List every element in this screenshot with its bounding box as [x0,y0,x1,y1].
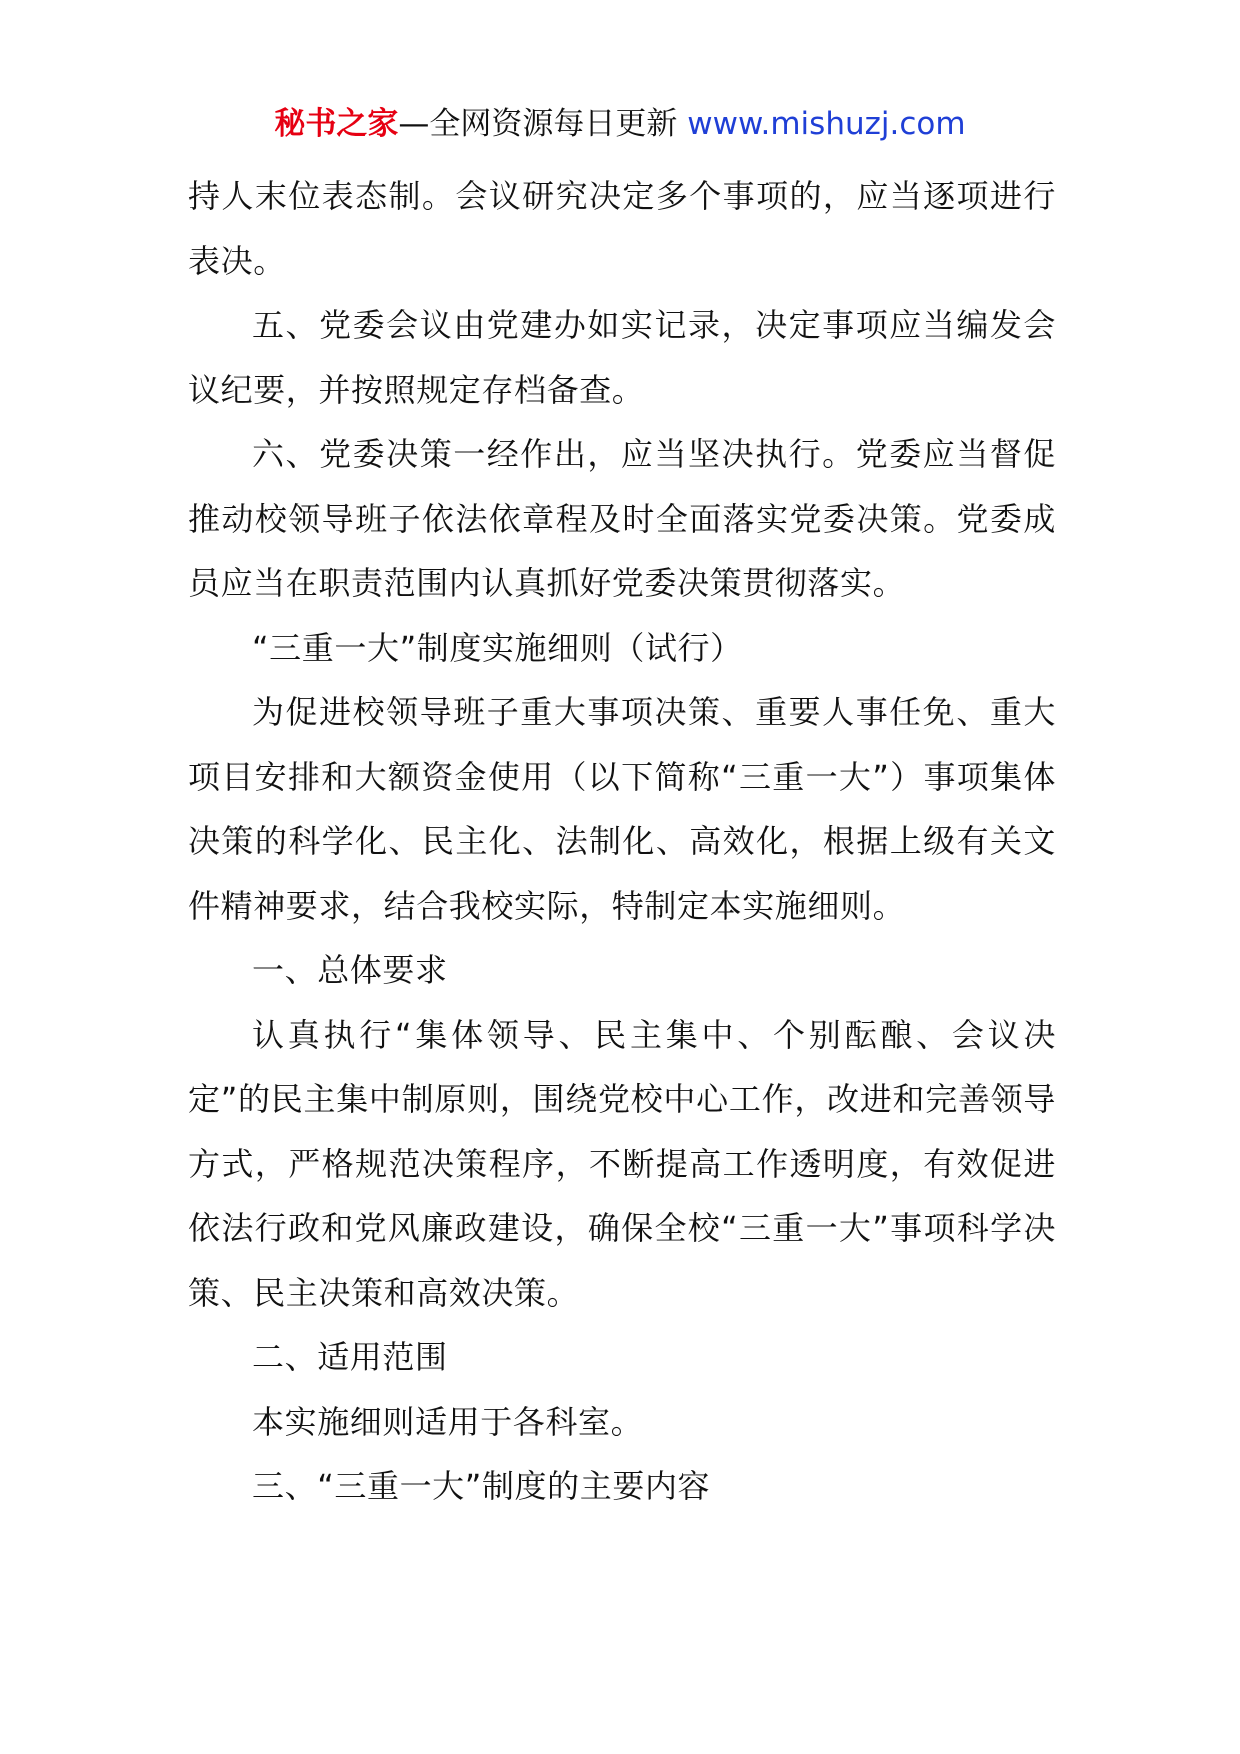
paragraph: 五、党委会议由党建办如实记录，决定事项应当编发会议纪要，并按照规定存档备查。 [188,306,1056,409]
section-title: “三重一大”制度实施细则（试行） [252,628,743,667]
paragraph: 六、党委决策一经作出，应当坚决执行。党委应当督促推动校领导班子依法依章程及时全面落实党委决策。党委成员应当在职责范围内认真抓好党委决策贯彻落实。 [188,435,1056,602]
section-heading: 三、“三重一大”制度的主要内容 [252,1467,711,1505]
header-tagline: —全网资源每日更新 [398,106,678,142]
document-body [188,164,1056,1519]
section-heading: 一、总体要求 [252,951,448,989]
brand-name: 秘书之家 [274,106,399,142]
page-header [0,100,1240,148]
paragraph: 本实施细则适用于各科室。 [252,1402,644,1441]
paragraph: 持人末位表态制。会议研究决定多个事项的，应当逐项进行表决。 [188,177,1056,280]
site-url-link[interactable]: www.mishuzj.com [687,106,966,142]
paragraph: 为促进校领导班子重大事项决策、重要人事任免、重大项目安排和大额资金使用（以下简称“三重一大”）事项集体决策的科学化、民主化、法制化、高效化，根据上级有关文件精神要求，结合我校实际，特制定本实施细则。 [188,693,1056,925]
section-heading: 二、适用范围 [252,1338,448,1376]
paragraph: 认真执行“集体领导、民主集中、个别酝酿、会议决定”的民主集中制原则，围绕党校中心工作，改进和完善领导方式，严格规范决策程序，不断提高工作透明度，有效促进依法行政和党风廉政建设，确保全校“三重一大”事项科学决策、民主决策和高效决策。 [188,1015,1056,1312]
